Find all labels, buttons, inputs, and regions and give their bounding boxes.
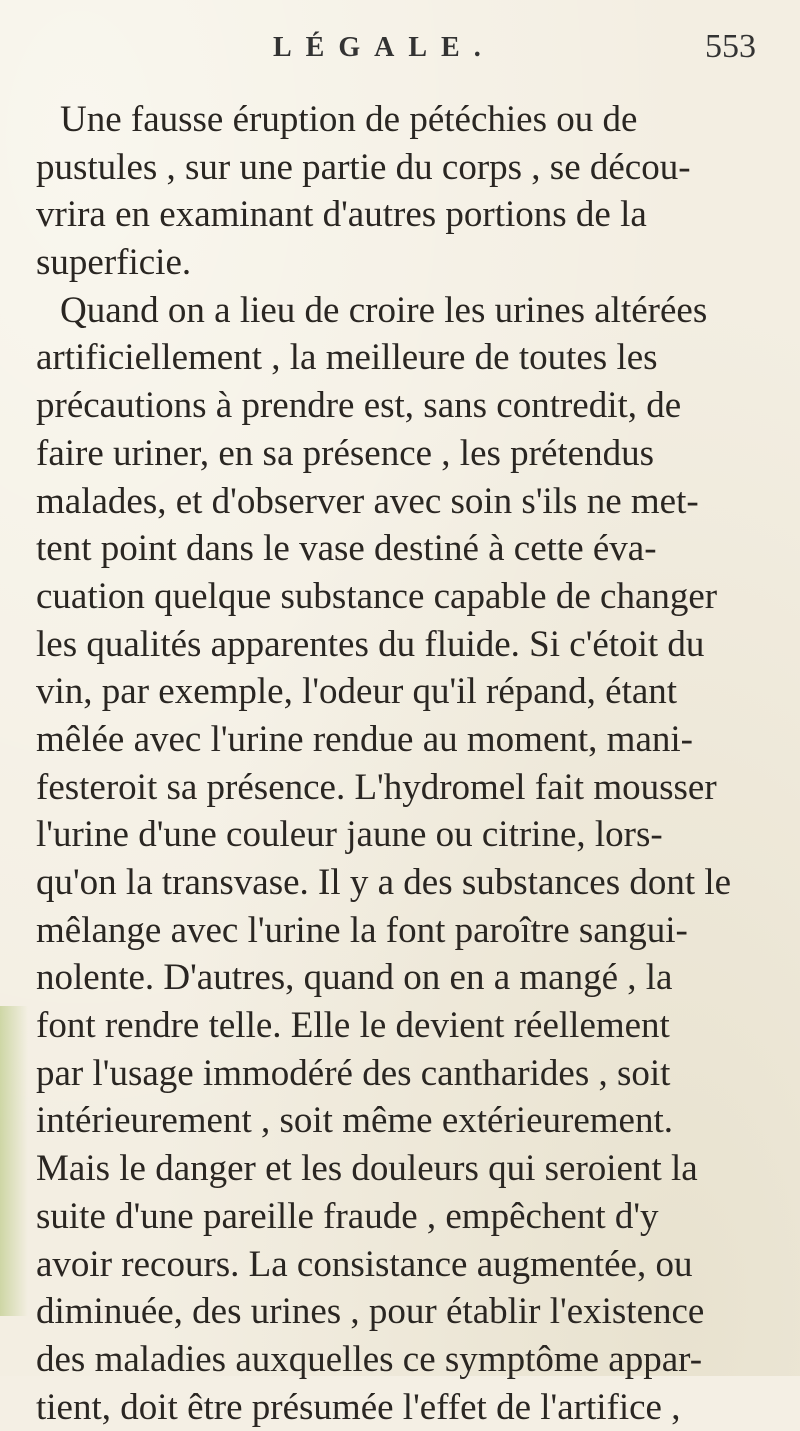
text-line: l'urine d'une couleur jaune ou citrine, lors-: [36, 814, 663, 856]
text-line: tent point dans le vase destiné à cette éva-: [36, 528, 657, 570]
text-line: mêlange avec l'urine la font paroître sangui-: [36, 909, 688, 951]
text-line: avoir recours. La consistance augmentée, ou: [36, 1243, 693, 1285]
text-line: malades, et d'observer avec soin s'ils ne met-: [36, 480, 699, 522]
text-line: nolente. D'autres, quand on en a mangé , la: [36, 957, 673, 999]
text-line: Quand on a lieu de croire les urines altérées: [60, 289, 708, 331]
page-number: 553: [705, 28, 756, 65]
text-line: festeroit sa présence. L'hydromel fait mousser: [36, 766, 717, 808]
text-line: artificiellement , la meilleure de toutes les: [36, 337, 658, 379]
text-line: vin, par exemple, l'odeur qu'il répand, étant: [36, 671, 678, 713]
text-line: tient, doit être présumée l'effet de l'artifice ,: [36, 1386, 681, 1428]
text-line: cuation quelque substance capable de changer: [36, 575, 718, 617]
text-line: diminuée, des urines , pour établir l'existence: [36, 1291, 705, 1333]
text-line: faire uriner, en sa présence , les prétendus: [36, 432, 654, 474]
text-line: par l'usage immodéré des cantharides , soit: [36, 1052, 671, 1094]
text-line: qu'on la transvase. Il y a des substances dont le: [36, 862, 732, 903]
text-line: font rendre telle. Elle le devient réellement: [36, 1005, 670, 1047]
text-line: intérieurement , soit même extérieurement.: [36, 1100, 673, 1142]
text-line: Une fausse éruption de pétéchies ou de: [60, 99, 638, 140]
text-line: mêlée avec l'urine rendue au moment, mani-: [36, 718, 693, 760]
text-line: précautions à prendre est, sans contredit, de: [36, 385, 682, 427]
text-line: les qualités apparentes du fluide. Si c'étoit du: [36, 623, 705, 665]
running-title: LÉGALE.: [273, 32, 495, 63]
text-line: superficie.: [36, 242, 192, 284]
text-line: pustules , sur une partie du corps , se décou-: [36, 146, 691, 188]
page-header: [0, 28, 800, 68]
text-line: des maladies auxquelles ce symptôme appar-: [36, 1338, 703, 1380]
text-line: suite d'une pareille fraude , empêchent d'y: [36, 1195, 659, 1237]
page-stain: [0, 1006, 28, 1316]
body-text: [36, 96, 776, 1431]
text-line: Mais le danger et les douleurs qui seroient la: [36, 1148, 698, 1190]
text-line: vrira en examinant d'autres portions de la: [36, 194, 647, 236]
